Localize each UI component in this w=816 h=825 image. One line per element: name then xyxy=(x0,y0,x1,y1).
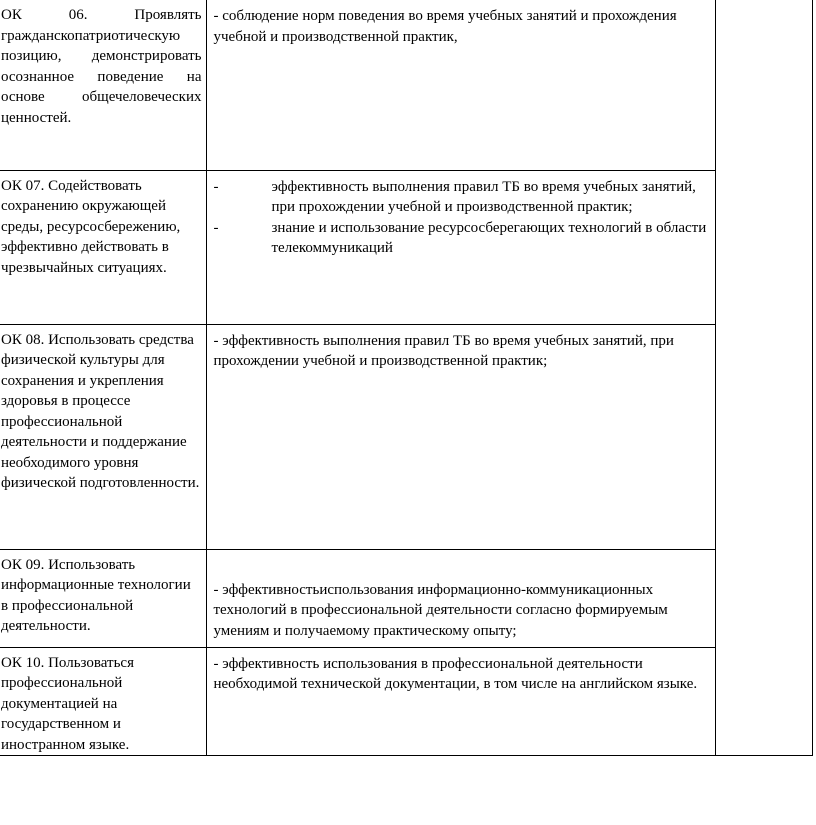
table-row xyxy=(0,549,812,647)
competency-cell xyxy=(0,170,206,324)
indicator-cell xyxy=(206,647,715,756)
indicator-text: эффективность выполнения правил ТБ во время учебных занятий, при прохождении учебной и производственной практик; xyxy=(271,178,696,215)
indicator-cell xyxy=(206,170,715,324)
indicator-dash: - xyxy=(213,178,219,195)
table-row xyxy=(0,170,812,324)
competency-text: ОК 07. Содействовать сохранению окружающей среды, ресурсосбережению, эффективно действовать в чрезвычайных ситуациях. xyxy=(1,177,181,276)
indicator-text: - эффективностьиспользования информационно-коммуникационных технологий в профессиональной деятельности согласно формируемым умениям и получаемому практическому опыту; xyxy=(213,581,668,639)
indicator-list xyxy=(207,171,715,259)
competency-cell xyxy=(0,549,206,647)
indicator-cell xyxy=(206,549,715,647)
indicator-cell xyxy=(206,324,715,549)
competency-cell xyxy=(0,647,206,756)
table-row xyxy=(0,324,812,549)
table-row xyxy=(0,0,812,170)
assessment-cell xyxy=(715,0,812,756)
indicator-cell xyxy=(206,0,715,170)
competency-cell xyxy=(0,324,206,549)
competency-text: ОК 08. Использовать средства физической культуры для сохранения и укрепления здоровья в процессе профессиональной деятельности и поддержание необходимого уровня физической подготовленности. xyxy=(1,331,200,491)
indicator-text: - эффективность использования в профессиональной деятельности необходимой технической документации, в том числе на английском языке. xyxy=(213,655,698,692)
indicator-item xyxy=(214,218,711,259)
indicator-text: - эффективность выполнения правил ТБ во время учебных занятий, при прохождении учебной и производственной практик; xyxy=(213,332,674,369)
competency-cell xyxy=(0,0,206,170)
indicator-dash: - xyxy=(213,219,219,236)
indicator-text: знание и использование ресурсосберегающих технологий в области телекоммуникаций xyxy=(271,219,707,256)
indicator-item xyxy=(214,177,711,218)
table-row xyxy=(0,647,812,756)
competency-text: ОК 09. Использовать информационные технологии в профессиональной деятельности. xyxy=(1,556,191,634)
competency-text: ОК 06. Проявлять гражданскопатриотическую позицию, демонстрировать осознанное поведение на основе общечеловеческих ценностей. xyxy=(1,7,202,126)
indicator-text: - соблюдение норм поведения во время учебных занятий и прохождения учебной и производственной практик, xyxy=(213,8,677,45)
competency-text: ОК 10. Пользоваться профессиональной документацией на государственном и иностранном языке. xyxy=(1,654,134,753)
